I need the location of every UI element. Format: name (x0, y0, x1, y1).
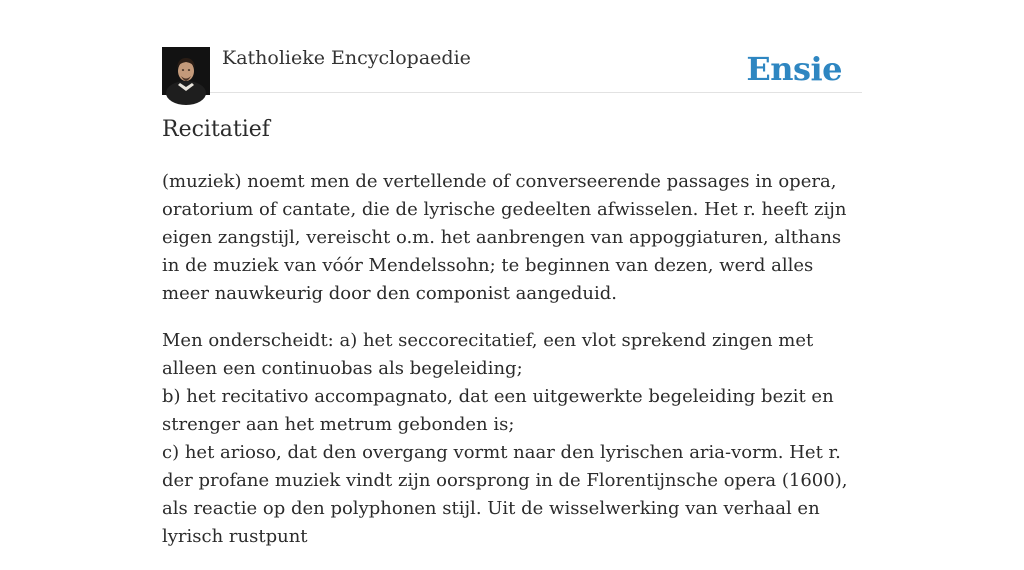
avatar[interactable] (162, 47, 210, 95)
paragraph-line: b) het recitativo accompagnato, dat een uitgewerkte begeleiding bezit en strenger aan het metrum gebonden is; (162, 386, 834, 435)
header (162, 0, 862, 93)
article-paragraph-2 (162, 327, 862, 551)
source-title-link[interactable]: Katholieke Encyclopaedie (222, 47, 471, 69)
ensie-logo-link[interactable]: Ensie (746, 50, 842, 88)
article-page (162, 0, 862, 547)
portrait-icon (162, 47, 210, 95)
article-paragraph-1: (muziek) noemt men de vertellende of converseerende passages in opera, oratorium of cantate, die de lyrische gedeelten afwisselen. Het r. heeft zijn eigen zangstijl, vereischt o.m. het aanbrengen van appoggiaturen, althans in de muziek van vóór Mendelssohn; te beginnen van dezen, werd alles meer nauwkeurig door den componist aangeduid. (162, 171, 847, 304)
paragraph-line: Men onderscheidt: a) het seccorecitatief, een vlot sprekend zingen met alleen een continuobas als begeleiding; (162, 330, 814, 379)
page-title: Recitatief (162, 117, 270, 142)
paragraph-line: c) het arioso, dat den overgang vormt naar den lyrischen aria-vorm. Het r. der profane muziek vindt zijn oorsprong in de Florentijnsche opera (1600), als reactie op den polyphonen stijl. Uit de wisselwerking van verhaal en lyrisch rustpunt (162, 442, 848, 547)
article-body (162, 168, 862, 570)
